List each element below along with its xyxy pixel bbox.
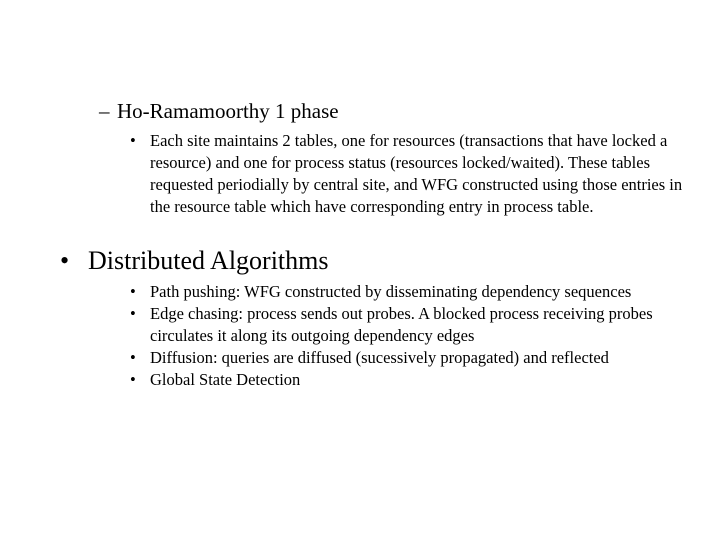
bullet-marker: •	[130, 348, 136, 367]
list-item-text: Path pushing: WFG constructed by disseminating dependency sequences	[150, 282, 632, 301]
bullet-marker: •	[60, 246, 70, 275]
list-item	[130, 347, 690, 369]
dash-marker: –	[99, 99, 110, 123]
bullet-marker: •	[130, 370, 136, 389]
list-item	[130, 303, 690, 347]
list-item-text: Edge chasing: process sends out probes. A blocked process receiving probes circulates it along its outgoing dependency edges	[150, 304, 653, 345]
list-item-text: Each site maintains 2 tables, one for resources (transactions that have locked a resource) and one for process status (resources locked/waited). These tables requested periodially by central site, and WFG constructed using those entries in the resource table which have corresponding entry in process table.	[150, 131, 683, 216]
bullet-marker: •	[130, 304, 136, 323]
list-item	[130, 130, 690, 218]
list-item-text: Diffusion: queries are diffused (sucessively propagated) and reflected	[150, 348, 609, 367]
list-item	[130, 369, 690, 391]
sub-heading-ho-ramamoorthy	[99, 98, 339, 124]
distributed-algorithms-bullet-list	[130, 281, 690, 391]
list-item-text: Global State Detection	[150, 370, 301, 389]
bullet-marker: •	[130, 282, 136, 301]
bullet-marker: •	[130, 131, 136, 150]
list-item	[130, 281, 690, 303]
heading-text: Distributed Algorithms	[88, 246, 329, 275]
ho-ramamoorthy-bullet-list	[130, 130, 690, 218]
heading-distributed-algorithms	[60, 245, 329, 277]
sub-heading-text: Ho-Ramamoorthy 1 phase	[117, 99, 339, 123]
